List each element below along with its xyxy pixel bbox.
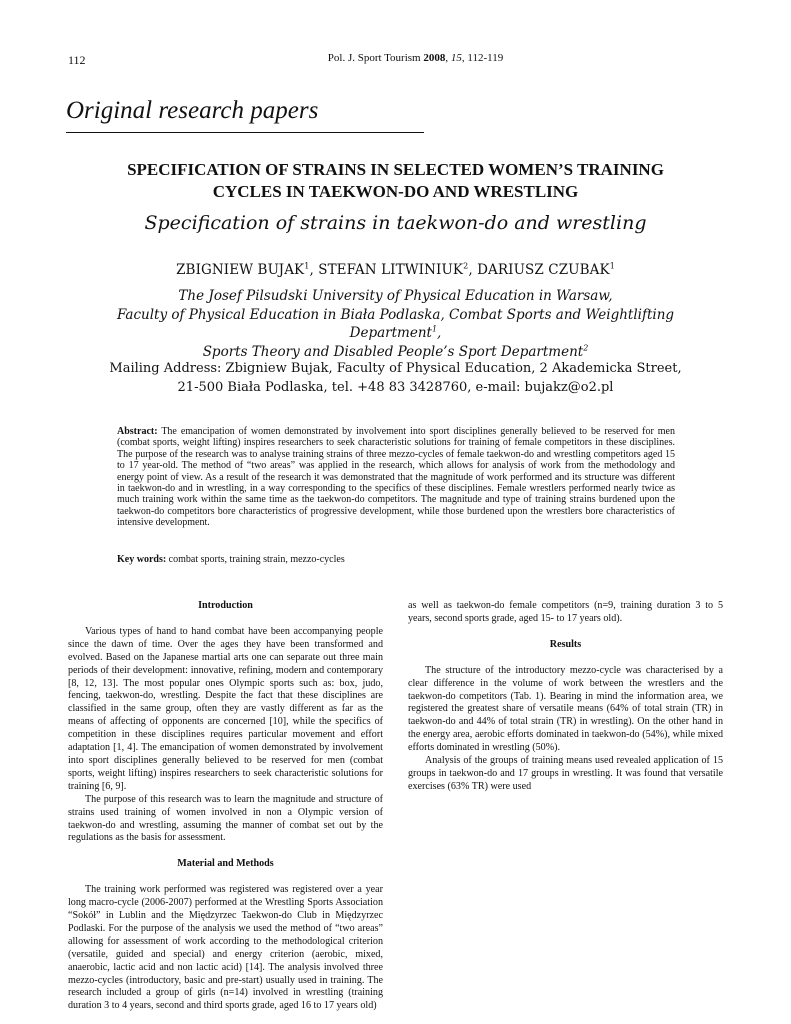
keywords xyxy=(117,554,675,565)
author-list xyxy=(70,262,721,278)
section-title: Original research papers xyxy=(66,97,319,124)
paper-title-line2: CYCLES IN TAEKWON-DO AND WRESTLING xyxy=(212,182,579,201)
mailing-address xyxy=(70,360,721,397)
author-affiliation-mark: 1 xyxy=(304,261,310,271)
affiliation-mark: 2 xyxy=(583,343,589,352)
author-name: ZBIGNIEW BUJAK xyxy=(176,262,305,278)
methods-paragraph-start: The training work performed was registered was registered over a year long macro-cycle (2006-2007) performed at the Wrestling Sports Association “Sokół” in Lublin and the Międzyrzec Taekwon-do Club in Międzyrzec Podlaski. For the purpose of the analysis we used the method of “two areas” allowing for assessment of work according to the methodological criterion (versatile, guided and special) and energy criterion (aerobic, mixed, anaerobic, lactic acid and non lactic acid) [14]. The analysis involved three mezzo-cycles (introductory, basic and pre-start) usually used in training. The research included a group of girls (n=14) involved in wrestling (training duration 3 to 4 years, second and third sports grade, aged 16 to 17 years old) xyxy=(68,884,383,1012)
left-column xyxy=(68,600,383,1013)
paper-title-line1: SPECIFICATION OF STRAINS IN SELECTED WOMEN’S TRAINING xyxy=(127,160,664,179)
mailing-line2: 21-500 Biała Podlaska, tel. +48 83 3428760, e-mail: bujakz@o2.pl xyxy=(177,379,614,395)
author-separator: , xyxy=(309,262,319,278)
author-affiliation-mark: 2 xyxy=(463,261,469,271)
page-number: 112 xyxy=(68,53,86,67)
journal-year: 2008 xyxy=(423,52,446,64)
methods-paragraph-continued: as well as taekwon-do female competitors (n=9, training duration 3 to 5 years, second sports grade, aged 15- to 17 years old). xyxy=(408,600,723,624)
affiliation-line3: Sports Theory and Disabled People’s Sport Department$^2$ xyxy=(202,343,589,360)
methods-heading: Material and Methods xyxy=(177,858,274,870)
affiliation-mark: 1 xyxy=(431,324,438,334)
introduction-paragraph: Various types of hand to hand combat have been accompanying people since the dawn of time. Over the ages they have been transformed and evolved. Based on the Japanese martial arts one can separate out three main periods of their development: innovative, refining, modern and contemporary [8, 12, 13]. The most popular ones Olympic sports such as: box, judo, fencing, taekwon-do, wrestling. Despite the fact that these disciplines are classified in the same group, often they are vastly different as far as the means of affecting of opponents are concerned [10], while the specifics of competition in these disciplines requires particular movement and effort adaptation [1, 4]. The emancipation of women demonstrated by involvement into sport disciplines generally believed to be reserved for men (combat sports, weight lifting) inspires researchers to seek characteristic solutions for training [6, 9]. xyxy=(68,625,383,792)
mailing-line1: Mailing Address: Zbigniew Bujak, Faculty of Physical Education, 2 Akademicka Street, xyxy=(109,361,682,376)
journal-volume: 15 xyxy=(450,52,462,64)
journal-reference xyxy=(0,52,791,64)
author-affiliation-mark: 1 xyxy=(609,261,615,271)
abstract-text: The emancipation of women demonstrated by involvement into sport disciplines generally believed to be reserved for men (combat sports, weight lifting) inspires researchers to seek characteristic solutions for training of female competitors in these disciplines. The purpose of the research was to analyse training strains of three mezzo-cycles of female taekwon-do and wrestling competitors aged 15 to 17 year-old. The method of “two areas” was applied in the research, which allows for analysis of work from the methodology and energy point of view. As a result of the research it was demonstrated that the magnitude of work performed and its structure was different in taekwon-do and in wrestling, in a way corresponding to the specifics of these disciplines. Female wrestlers performed nearly twice as much training work within the same time as the taekwon-do competitors. The magnitude and type of training strains burdened upon the taekwon-do competitors bore characteristics of progressive development, while those burdened upon the wrestlers bore characteristics of intensive development. xyxy=(117,426,675,529)
abstract xyxy=(117,426,675,529)
affiliation xyxy=(70,287,721,361)
abstract-label: Abstract: xyxy=(117,426,158,437)
paper-subtitle: Specification of strains in taekwon-do and wrestling xyxy=(144,212,647,234)
journal-prefix: Pol. J. Sport Tourism xyxy=(327,52,424,64)
right-column-flow xyxy=(408,600,723,794)
author-separator: , xyxy=(468,262,478,278)
affiliation-line2: Faculty of Physical Education in Biała Podlaska, Combat Sports and Weightlifting Department$^1$, xyxy=(116,306,675,341)
author-name: DARIUSZ CZUBAK xyxy=(477,262,610,278)
right-column xyxy=(408,600,723,794)
introduction-paragraph: The purpose of this research was to learn the magnitude and structure of strains used training of women involved in non a Olympic version of taekwon-do and wrestling, assuming the manner of combat set out by the regulations as the basis for assessment. xyxy=(68,793,383,844)
results-paragraph: The structure of the introductory mezzo-cycle was characterised by a clear difference in the volume of work between the wrestlers and the taekwon-do competitors (Tab. 1). Bearing in mind the information area, we registered the greatest share of versatile means (64% of total strain (TR) in taekwon-do and 44% of total strain (TR) in wrestling). On the other hand in the energy area, aerobic efforts dominated in taekwon-do (54%), while mixed efforts dominated in wrestling (50%). xyxy=(408,664,723,754)
section-divider xyxy=(66,132,424,133)
affiliation-line1: The Josef Pilsudski University of Physical Education in Warsaw, xyxy=(178,288,613,304)
journal-sep: , xyxy=(445,52,451,64)
results-paragraph: Analysis of the groups of training means used revealed application of 15 groups in taekwon-do and 17 groups in wrestling. It was found that versatile exercises (63% TR) were used xyxy=(408,755,723,792)
introduction-heading: Introduction xyxy=(198,600,253,611)
author-name: STEFAN LITWINIUK xyxy=(318,262,464,278)
keywords-label: Key words: xyxy=(117,554,167,565)
keywords-text: combat sports, training strain, mezzo-cycles xyxy=(166,554,345,565)
paper-title xyxy=(70,159,721,203)
journal-pages: , 112-119 xyxy=(461,52,504,64)
results-heading: Results xyxy=(549,638,582,650)
